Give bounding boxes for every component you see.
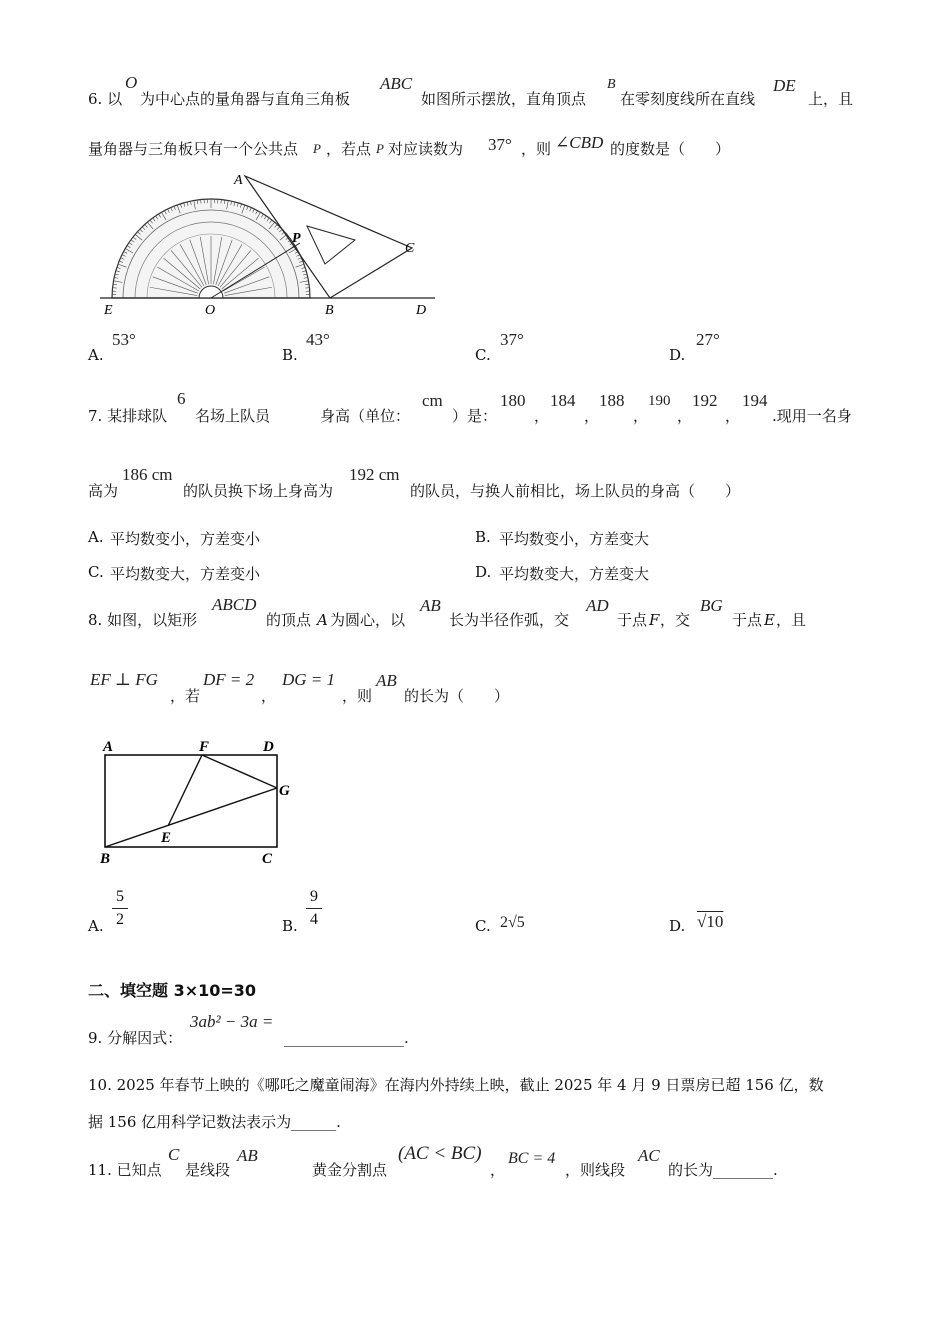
q7-comma: ， [677, 407, 693, 425]
q8-option-a-letter: A. [88, 917, 104, 935]
section-2-title: 二、填空题 3×10=30 [88, 981, 257, 1000]
q7-option-a-letter: A. [88, 528, 104, 546]
q9-text: 9. 分解因式： [88, 1029, 183, 1047]
fig-label-o: O [205, 303, 216, 318]
q8-symbol-ab: AB [420, 596, 441, 615]
rectangle-abcd [105, 755, 277, 847]
q8-text: 8. 如图，以矩形 [88, 611, 198, 629]
q6-text: 的度数是（ ） [610, 140, 731, 158]
q6-text: 在零刻度线所在直线 [620, 90, 756, 108]
q6-symbol-abc: ABC [380, 74, 413, 93]
q7-text: 7. 某排球队 [88, 407, 168, 425]
segment-fg [202, 755, 277, 788]
q8-symbol-ab: AB [376, 671, 397, 690]
q7-option-d-text[interactable]: 平均数变大，方差变大 [499, 565, 650, 583]
q11-text: 11. 已知点 [88, 1161, 162, 1179]
q11-answer-blank[interactable]: 的长为________. [668, 1161, 778, 1179]
q6-option-c-value[interactable]: 37° [500, 330, 524, 349]
q6-option-b-letter: B. [282, 346, 298, 364]
q8-text: 于点 [732, 611, 763, 629]
fig-label-a: A [103, 739, 114, 755]
q6-symbol-p: P [376, 141, 384, 156]
q6-option-c-letter: C. [475, 346, 491, 364]
q6-text: 为中心点的量角器与直角三角板 [140, 90, 351, 108]
q8-eq-dg: DG = 1 [282, 670, 336, 689]
q7-comma: ， [725, 407, 741, 425]
q7-height-3: 188 [599, 391, 625, 410]
q9-expression: 3ab² − 3a = [190, 1012, 274, 1031]
fraction-numerator: 9 [310, 888, 318, 905]
q10-line-2: 据 156 亿用科学记数法表示为______. [88, 1113, 341, 1131]
fig-label-g: G [279, 783, 290, 799]
q7-text: 高为 [88, 482, 119, 500]
q11-text: ，则线段 [565, 1161, 626, 1179]
fraction-bar [112, 908, 128, 909]
q8-symbol-e: E [764, 611, 775, 629]
fig-label-e: E [104, 303, 113, 318]
q8-symbol-bg: BG [700, 596, 723, 615]
q8-eq-perpendicular: EF ⊥ FG [90, 670, 158, 689]
q11-text: ， [490, 1161, 506, 1179]
protractor-triangle-figure [95, 168, 440, 318]
q11-text: 是线段 [185, 1161, 231, 1179]
q6-text: 对应读数为 [388, 140, 464, 158]
q6-text: 量角器与三角板只有一个公共点 [88, 140, 299, 158]
q7-text: 身高（单位： [320, 407, 411, 425]
q8-text: 的长为（ ） [404, 687, 510, 705]
q6-symbol-o: O [125, 73, 138, 92]
q7-comma: ， [633, 407, 649, 425]
q8-text: 的顶点 [266, 611, 312, 629]
q7-height-2: 184 [550, 391, 576, 410]
q7-height-new: 192 cm [349, 465, 400, 484]
q8-option-c-letter: C. [475, 917, 491, 935]
q8-eq-df: DF = 2 [203, 670, 255, 689]
fig-label-f: F [199, 739, 210, 755]
q7-option-c-letter: C. [88, 563, 104, 581]
segment-bg [105, 788, 277, 847]
q6-option-a-letter: A. [88, 346, 104, 364]
q7-height-4: 190 [648, 393, 671, 409]
q8-text: ，若 [170, 687, 201, 705]
q6-symbol-de: DE [773, 76, 796, 95]
q7-option-c-text[interactable]: 平均数变大，方差变小 [110, 565, 261, 583]
fraction-denominator: 4 [310, 911, 318, 928]
q6-text: ，则 [521, 140, 552, 158]
fig-label-b: B [325, 303, 334, 318]
q8-option-a-fraction[interactable] [112, 888, 128, 929]
q7-option-b-text[interactable]: 平均数变小，方差变大 [499, 530, 650, 548]
q7-height-6: 194 [742, 391, 768, 410]
q7-text: 的队员换下场上身高为 [183, 482, 334, 500]
q11-symbol-c: C [168, 1145, 180, 1164]
q6-option-b-value[interactable]: 43° [306, 330, 330, 349]
q6-text: 6. 以 [88, 90, 123, 108]
q8-text: ，则 [342, 687, 373, 705]
q6-reading-value: 37° [488, 135, 512, 154]
q7-text: 的队员，与换人前相比，场上队员的身高（ ） [410, 482, 741, 500]
q6-option-a-value[interactable]: 53° [112, 330, 136, 349]
rectangle-figure [95, 735, 305, 870]
q8-text: ，交 [660, 611, 691, 629]
q7-text: ）是： [452, 407, 498, 425]
q10-line-1: 10. 2025 年春节上映的《哪吒之魔童闹海》在海内外持续上映，截止 2025 年 4 月 9 日票房已超 156 亿，数 [88, 1076, 824, 1094]
q7-option-b-letter: B. [475, 528, 491, 546]
fraction-bar [306, 908, 322, 909]
q6-option-d-value[interactable]: 27° [696, 330, 720, 349]
q8-option-d-letter: D. [669, 917, 686, 935]
fraction-denominator: 2 [116, 911, 124, 928]
fig-label-c: C [262, 851, 273, 867]
q6-text: 如图所示摆放，直角顶点 [421, 90, 587, 108]
fig-label-p: P [292, 231, 301, 246]
q8-option-d-value[interactable]: √10 [697, 912, 724, 931]
fig-label-b: B [100, 851, 111, 867]
q8-symbol-f: F [649, 611, 660, 629]
q7-height-old: 186 cm [122, 465, 173, 484]
q9-answer-blank[interactable]: ________________. [284, 1029, 409, 1047]
fig-label-e: E [161, 830, 172, 846]
q8-option-b-fraction[interactable] [306, 888, 322, 929]
q8-text: ，且 [776, 611, 807, 629]
fig-label-a: A [234, 173, 243, 188]
q6-option-d-letter: D. [669, 346, 686, 364]
q11-symbol-ac: AC [638, 1146, 660, 1165]
q8-symbol-abcd: ABCD [212, 595, 257, 614]
q8-symbol-a: A [317, 611, 328, 629]
fig-label-d: D [263, 739, 274, 755]
q7-comma: ， [584, 407, 600, 425]
q8-text: 为圆心，以 [330, 611, 406, 629]
q7-text: .现用一名身 [772, 407, 852, 425]
q6-text: 上，且 [808, 90, 854, 108]
q7-comma: ， [534, 407, 550, 425]
q7-height-5: 192 [692, 391, 718, 410]
q6-symbol-b: B [607, 77, 616, 92]
q6-angle-cbd: ∠CBD [555, 133, 604, 152]
fraction-numerator: 5 [116, 888, 124, 905]
q7-height-1: 180 [500, 391, 526, 410]
q8-option-b-letter: B. [282, 917, 298, 935]
q11-eq-bc: BC = 4 [508, 1150, 556, 1167]
q8-symbol-ad: AD [586, 596, 609, 615]
q6-text: ，若点 [326, 140, 372, 158]
q6-symbol-p: P [313, 141, 321, 156]
q7-text: 名场上队员 [195, 407, 271, 425]
q7-option-d-letter: D. [475, 563, 492, 581]
q11-text: 黄金分割点 [312, 1161, 388, 1179]
q8-option-c-value[interactable]: 2√5 [500, 914, 525, 931]
q8-text: ， [261, 687, 277, 705]
q11-condition: (AC < BC) [398, 1143, 482, 1164]
fig-label-d: D [416, 303, 427, 318]
fig-label-c: C [405, 241, 415, 256]
q7-unit: cm [422, 391, 443, 410]
q11-symbol-ab: AB [237, 1146, 258, 1165]
q8-text: 长为半径作弧，交 [449, 611, 570, 629]
q7-count: 6 [177, 389, 186, 408]
q8-text: 于点 [617, 611, 648, 629]
q7-option-a-text[interactable]: 平均数变小，方差变小 [110, 530, 261, 548]
protractor [112, 199, 310, 298]
